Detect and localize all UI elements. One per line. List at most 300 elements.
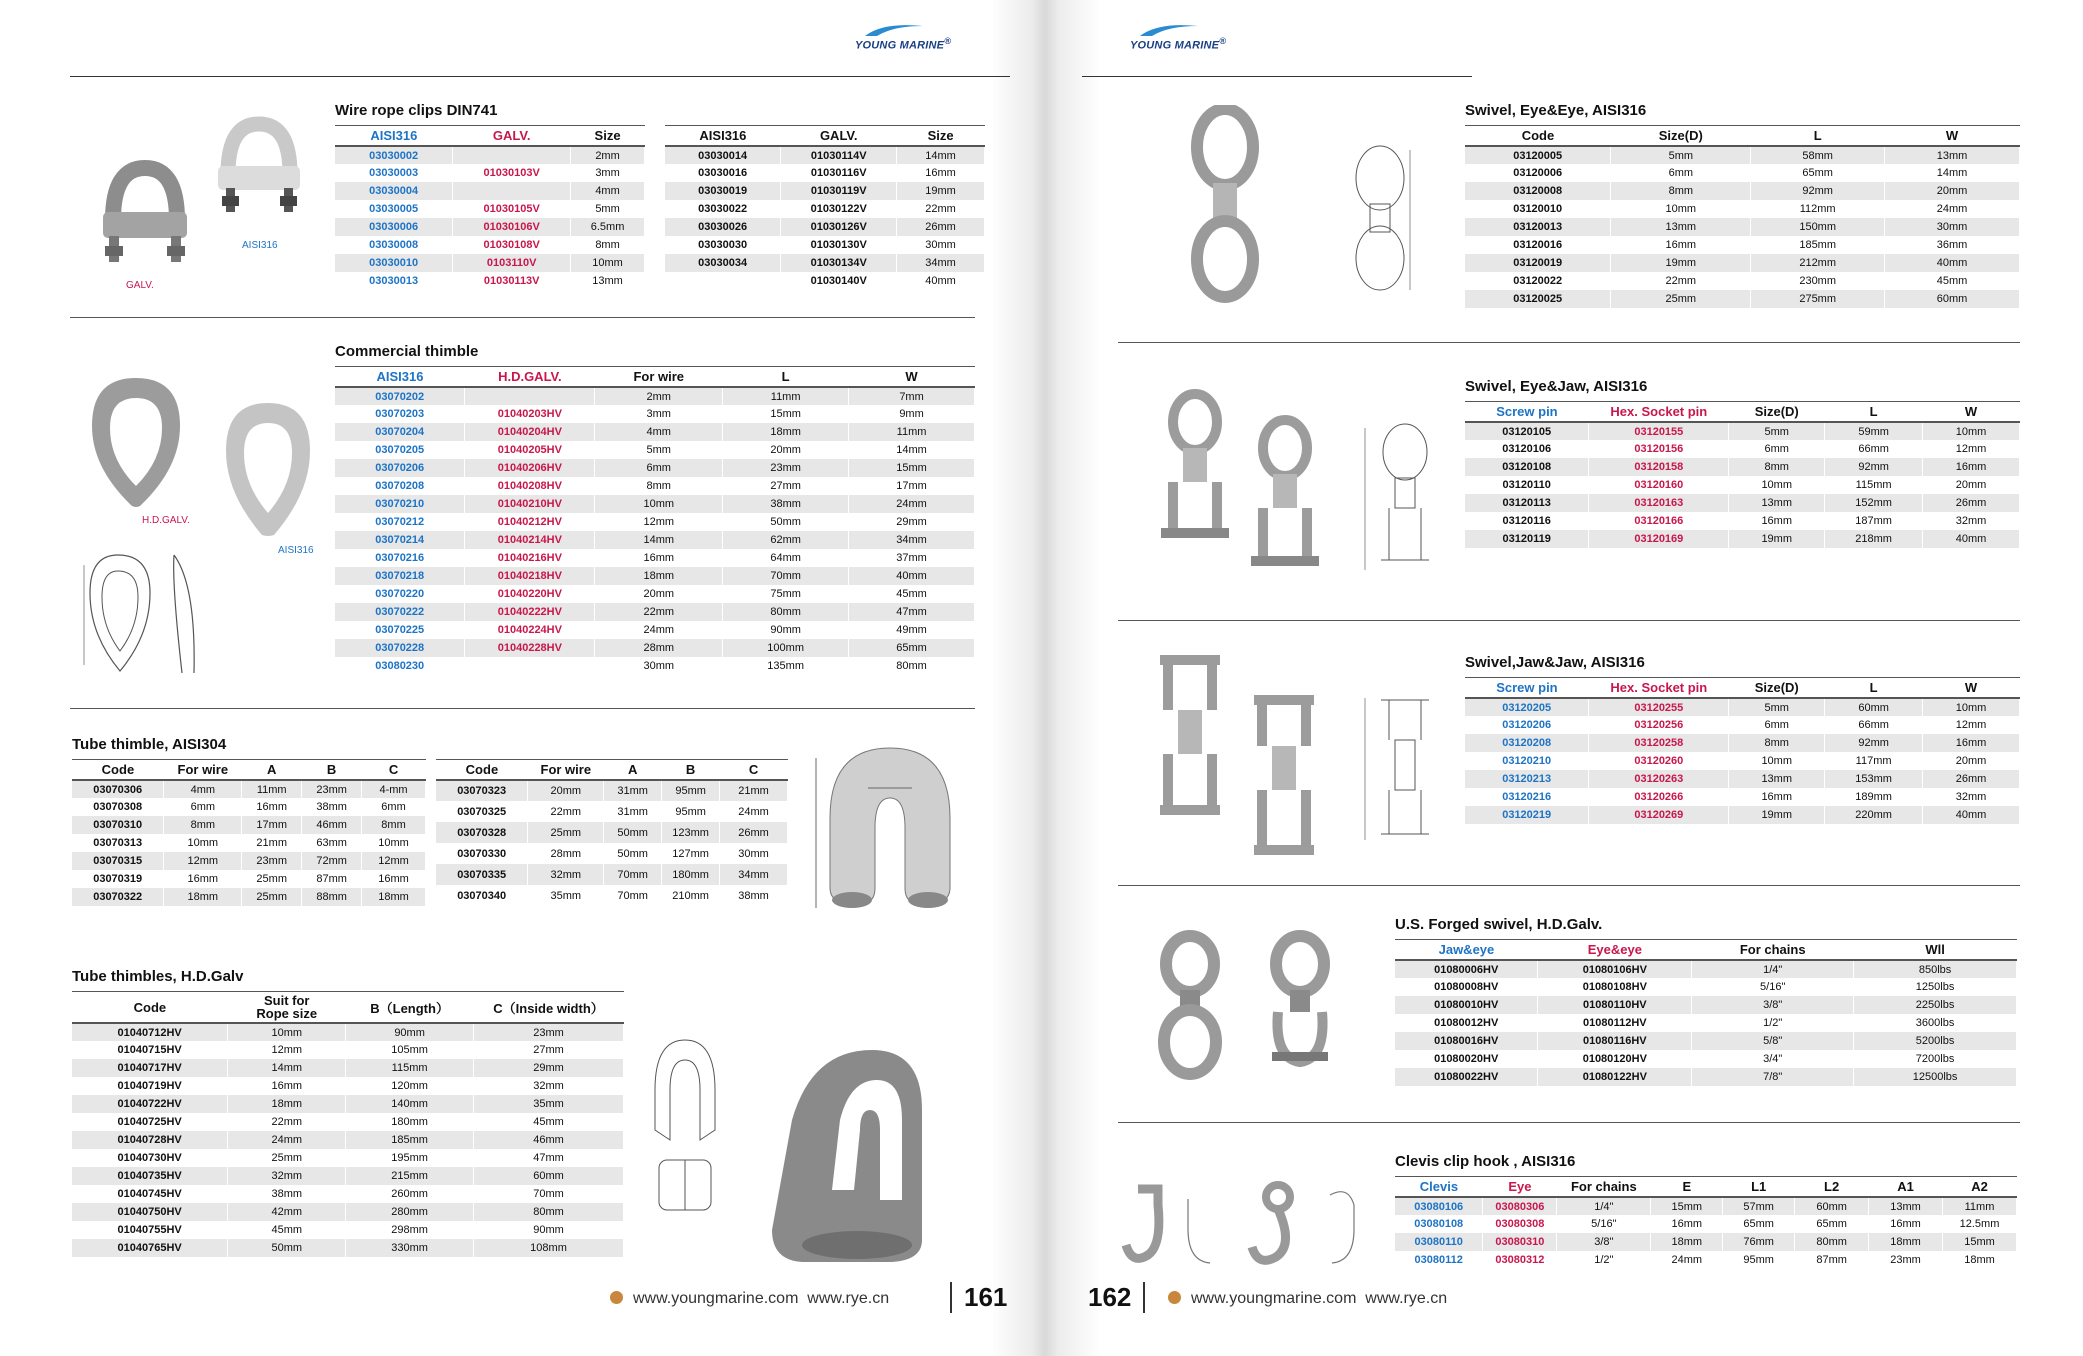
table-row: [72, 852, 426, 870]
col-header: C（Inside width）: [474, 992, 624, 1024]
table-cell: 28mm: [595, 639, 723, 657]
table-cell: 185mm: [346, 1131, 474, 1149]
globe-icon: [610, 1291, 623, 1304]
table-cell: 1/4": [1692, 960, 1854, 978]
table-cell: 03120156: [1589, 440, 1729, 458]
table-row: [335, 477, 975, 495]
table-cell: 10mm: [228, 1023, 346, 1041]
table-cell: 03120208: [1465, 734, 1589, 752]
table-cell: 03120213: [1465, 770, 1589, 788]
table-cell: 49mm: [849, 621, 975, 639]
table-cell: 24mm: [720, 801, 788, 822]
table-cell: 38mm: [302, 798, 362, 816]
table-cell: 03070214: [335, 531, 465, 549]
col-header: W: [1923, 678, 2020, 699]
table-cell: 19mm: [1729, 806, 1825, 824]
tube-thimble-304-table-left: [72, 759, 426, 906]
table-cell: 16mm: [1869, 1215, 1943, 1233]
table-cell: 45mm: [1885, 272, 2020, 290]
table-cell: 65mm: [1751, 164, 1885, 182]
table-cell: 12mm: [1923, 440, 2020, 458]
table-cell: 32mm: [1923, 512, 2020, 530]
table-cell: 10mm: [1729, 752, 1825, 770]
table-cell: 03080230: [335, 657, 465, 675]
col-header: B: [302, 760, 362, 781]
table-cell: 01030113V: [453, 272, 571, 290]
table-cell: 23mm: [474, 1023, 624, 1041]
col-header: L: [1825, 402, 1923, 423]
table-row: [335, 218, 645, 236]
table-row: [1395, 1068, 2017, 1086]
table-cell: 01040216HV: [465, 549, 595, 567]
table-cell: 01040715HV: [72, 1041, 228, 1059]
table-cell: 18mm: [1943, 1251, 2017, 1269]
table-cell: 87mm: [1795, 1251, 1869, 1269]
table-cell: 22mm: [897, 200, 985, 218]
table-row: [1395, 1014, 2017, 1032]
table-cell: 8mm: [571, 236, 645, 254]
table-cell: 26mm: [1923, 770, 2020, 788]
table-cell: 03120006: [1465, 164, 1611, 182]
tube-thimble-hd-table: [72, 991, 624, 1257]
table-cell: 189mm: [1825, 788, 1923, 806]
section-divider: [1118, 342, 2020, 343]
table-cell: 03070340: [436, 885, 528, 906]
table-cell: 01030140V: [781, 272, 897, 290]
table-cell: 03120160: [1589, 476, 1729, 494]
table-cell: 108mm: [474, 1239, 624, 1257]
col-header: A2: [1943, 1177, 2017, 1198]
table-cell: 15mm: [723, 405, 849, 423]
table-cell: 18mm: [723, 423, 849, 441]
table-cell: 26mm: [1923, 494, 2020, 512]
table-row: [72, 1077, 624, 1095]
table-cell: 03080106: [1395, 1197, 1483, 1215]
table-row: [335, 236, 645, 254]
table-cell: 01080022HV: [1395, 1068, 1538, 1086]
table-cell: 03120110: [1465, 476, 1589, 494]
table-cell: 01040208HV: [465, 477, 595, 495]
table-cell: 3mm: [571, 164, 645, 182]
table-cell: 22mm: [595, 603, 723, 621]
col-header: Screw pin: [1465, 678, 1589, 699]
table-cell: 21mm: [720, 780, 788, 801]
footer-url[interactable]: www.youngmarine.com www.rye.cn: [633, 1290, 890, 1307]
table-cell: 15mm: [1651, 1197, 1723, 1215]
table-cell: 03120169: [1589, 530, 1729, 548]
table-cell: 32mm: [228, 1167, 346, 1185]
table-cell: 03120255: [1589, 698, 1729, 716]
table-cell: 10mm: [1923, 698, 2020, 716]
table-row: [665, 146, 985, 164]
table-row: [335, 182, 645, 200]
table-row: [1465, 254, 2020, 272]
table-cell: 10mm: [362, 834, 426, 852]
table-cell: 35mm: [474, 1095, 624, 1113]
table-cell: 40mm: [849, 567, 975, 585]
table-row: [1465, 752, 2020, 770]
hd-galv-tube-thimble-image: [762, 1040, 932, 1270]
us-forged-swivel-title: U.S. Forged swivel, H.D.Galv.: [1395, 916, 1603, 933]
table-cell: 70mm: [474, 1185, 624, 1203]
table-cell: 03070218: [335, 567, 465, 585]
table-cell: 95mm: [1723, 1251, 1795, 1269]
table-cell: 03120022: [1465, 272, 1611, 290]
table-cell: 1250lbs: [1854, 978, 2017, 996]
commercial-thimble-drawing: [78, 545, 208, 680]
table-row: [335, 459, 975, 477]
table-cell: 63mm: [302, 834, 362, 852]
col-header: Eye&eye: [1538, 940, 1692, 961]
table-cell: 66mm: [1825, 716, 1923, 734]
table-row: [72, 798, 426, 816]
table-cell: 88mm: [302, 888, 362, 906]
table-cell: 50mm: [604, 843, 662, 864]
table-cell: 03120108: [1465, 458, 1589, 476]
table-cell: 03070225: [335, 621, 465, 639]
commercial-thimble-section: [335, 343, 975, 675]
col-header: GALV.: [781, 126, 897, 147]
table-cell: 25mm: [242, 870, 302, 888]
table-row: [1465, 698, 2020, 716]
table-cell: 03030013: [335, 272, 453, 290]
table-row: [1395, 1032, 2017, 1050]
table-cell: 16mm: [595, 549, 723, 567]
table-cell: [465, 657, 595, 675]
table-cell: 34mm: [897, 254, 985, 272]
table-cell: 01040712HV: [72, 1023, 228, 1041]
table-cell: 03080108: [1395, 1215, 1483, 1233]
table-cell: 03120106: [1465, 440, 1589, 458]
col-header: A: [604, 760, 662, 781]
table-cell: 62mm: [723, 531, 849, 549]
table-cell: 50mm: [604, 822, 662, 843]
table-cell: 03030002: [335, 146, 453, 164]
table-cell: 14mm: [1885, 164, 2020, 182]
table-cell: 03120258: [1589, 734, 1729, 752]
table-row: [72, 1239, 624, 1257]
table-cell: 5mm: [1729, 698, 1825, 716]
table-row: [72, 870, 426, 888]
table-cell: 01040212HV: [465, 513, 595, 531]
table-row: [72, 1023, 624, 1041]
table-cell: 153mm: [1825, 770, 1923, 788]
table-cell: 03120269: [1589, 806, 1729, 824]
table-cell: 22mm: [228, 1113, 346, 1131]
table-cell: 30mm: [1885, 218, 2020, 236]
col-header: Size(D): [1611, 126, 1751, 147]
table-cell: 03120163: [1589, 494, 1729, 512]
table-cell: 70mm: [604, 864, 662, 885]
table-cell: 47mm: [474, 1149, 624, 1167]
table-cell: 13mm: [1729, 770, 1825, 788]
table-row: [335, 254, 645, 272]
table-cell: 112mm: [1751, 200, 1885, 218]
table-cell: 01080116HV: [1538, 1032, 1692, 1050]
table-cell: 135mm: [723, 657, 849, 675]
table-cell: 150mm: [1751, 218, 1885, 236]
table-cell: 01040228HV: [465, 639, 595, 657]
table-cell: 185mm: [1751, 236, 1885, 254]
table-cell: 8mm: [1729, 458, 1825, 476]
table-cell: 59mm: [1825, 422, 1923, 440]
col-header: L2: [1795, 1177, 1869, 1198]
table-cell: 03070308: [72, 798, 164, 816]
table-cell: 105mm: [346, 1041, 474, 1059]
table-cell: 03070210: [335, 495, 465, 513]
table-cell: 03070330: [436, 843, 528, 864]
table-cell: 03070202: [335, 387, 465, 405]
table-cell: 01030134V: [781, 254, 897, 272]
col-header: Suit for Rope size: [228, 992, 346, 1024]
table-cell: 03070328: [436, 822, 528, 843]
table-cell: 60mm: [1825, 698, 1923, 716]
hd-galv-caption: H.D.GALV.: [142, 515, 190, 526]
table-row: [436, 885, 788, 906]
table-row: [335, 639, 975, 657]
table-row: [1465, 458, 2020, 476]
table-cell: 03120260: [1589, 752, 1729, 770]
table-cell: 140mm: [346, 1095, 474, 1113]
wire-rope-clips-title: Wire rope clips DIN741: [335, 102, 498, 119]
table-row: [335, 531, 975, 549]
col-header: B（Length）: [346, 992, 474, 1024]
table-cell: 03070208: [335, 477, 465, 495]
swivel-jaw-jaw-table: [1465, 677, 2020, 824]
table-row: [1465, 788, 2020, 806]
section-divider: [70, 317, 975, 318]
table-cell: 03120210: [1465, 752, 1589, 770]
table-row: [436, 801, 788, 822]
table-cell: 80mm: [723, 603, 849, 621]
table-row: [335, 272, 645, 290]
table-cell: 13mm: [1885, 146, 2020, 164]
table-cell: 6mm: [1611, 164, 1751, 182]
table-cell: 24mm: [1885, 200, 2020, 218]
col-header: For wire: [528, 760, 604, 781]
table-cell: 03030005: [335, 200, 453, 218]
table-cell: 75mm: [723, 585, 849, 603]
col-header: L: [1825, 678, 1923, 699]
table-cell: 35mm: [528, 885, 604, 906]
table-cell: 34mm: [720, 864, 788, 885]
table-cell: 76mm: [1723, 1233, 1795, 1251]
table-cell: 5/16": [1557, 1215, 1651, 1233]
table-cell: 195mm: [346, 1149, 474, 1167]
table-cell: 11mm: [1943, 1197, 2017, 1215]
swivel-eye-eye-section: [1465, 102, 2020, 308]
table-cell: 80mm: [849, 657, 975, 675]
col-header: B: [662, 760, 720, 781]
table-cell: 01040222HV: [465, 603, 595, 621]
col-header: Size: [571, 126, 645, 147]
table-cell: 90mm: [346, 1023, 474, 1041]
table-cell: 40mm: [1923, 530, 2020, 548]
table-cell: 45mm: [849, 585, 975, 603]
table-row: [665, 182, 985, 200]
table-cell: 5200lbs: [1854, 1032, 2017, 1050]
globe-icon: [1168, 1291, 1181, 1304]
table-cell: 01080106HV: [1538, 960, 1692, 978]
table-cell: 20mm: [1885, 182, 2020, 200]
table-cell: 6.5mm: [571, 218, 645, 236]
table-cell: 28mm: [528, 843, 604, 864]
table-cell: 03030026: [665, 218, 781, 236]
wire-rope-clips-table-right: [665, 125, 985, 290]
table-row: [1395, 960, 2017, 978]
table-cell: 6mm: [164, 798, 242, 816]
table-cell: 16mm: [1923, 458, 2020, 476]
table-cell: 27mm: [474, 1041, 624, 1059]
table-cell: 90mm: [474, 1221, 624, 1239]
clevis-clip-hook-image: [1118, 1175, 1388, 1275]
col-header: W: [849, 367, 975, 388]
table-row: [1465, 770, 2020, 788]
table-cell: 01080110HV: [1538, 996, 1692, 1014]
section-divider: [1118, 885, 2020, 886]
table-cell: 01040750HV: [72, 1203, 228, 1221]
table-cell: 01040717HV: [72, 1059, 228, 1077]
table-cell: 2250lbs: [1854, 996, 2017, 1014]
table-cell: 5/16": [1692, 978, 1854, 996]
col-header: AISI316: [665, 126, 781, 147]
table-row: [1465, 422, 2020, 440]
table-cell: 16mm: [1729, 512, 1825, 530]
footer-url[interactable]: www.youngmarine.com www.rye.cn: [1191, 1290, 1448, 1307]
table-cell: 01030105V: [453, 200, 571, 218]
table-row: [72, 1185, 624, 1203]
table-cell: 03080312: [1483, 1251, 1557, 1269]
commercial-thimble-table: [335, 366, 975, 675]
table-cell: 87mm: [302, 870, 362, 888]
col-header: Code: [72, 760, 164, 781]
table-cell: 16mm: [164, 870, 242, 888]
table-row: [1395, 996, 2017, 1014]
table-cell: 127mm: [662, 843, 720, 864]
table-row: [1465, 530, 2020, 548]
table-cell: 152mm: [1825, 494, 1923, 512]
table-cell: 15mm: [849, 459, 975, 477]
table-cell: 850lbs: [1854, 960, 2017, 978]
table-cell: 03120013: [1465, 218, 1611, 236]
table-cell: [665, 272, 781, 290]
swivel-eye-jaw-table: [1465, 401, 2020, 548]
table-cell: 8mm: [362, 816, 426, 834]
table-cell: 215mm: [346, 1167, 474, 1185]
table-cell: 01040730HV: [72, 1149, 228, 1167]
col-header: GALV.: [453, 126, 571, 147]
table-cell: 210mm: [662, 885, 720, 906]
table-row: [335, 423, 975, 441]
table-row: [1465, 146, 2020, 164]
table-row: [1465, 236, 2020, 254]
table-cell: 25mm: [242, 888, 302, 906]
table-cell: 01080010HV: [1395, 996, 1538, 1014]
table-cell: 03080310: [1483, 1233, 1557, 1251]
table-cell: 8mm: [1611, 182, 1751, 200]
table-cell: 01040220HV: [465, 585, 595, 603]
table-cell: 6mm: [595, 459, 723, 477]
table-cell: 46mm: [474, 1131, 624, 1149]
table-row: [335, 513, 975, 531]
table-row: [1395, 1215, 2017, 1233]
table-cell: 01080108HV: [1538, 978, 1692, 996]
table-cell: 10mm: [1611, 200, 1751, 218]
table-row: [1395, 1251, 2017, 1269]
swivel-eye-jaw-image: [1145, 388, 1340, 588]
table-cell: 31mm: [604, 801, 662, 822]
table-row: [436, 822, 788, 843]
swivel-eye-eye-table: [1465, 125, 2020, 308]
table-cell: 29mm: [849, 513, 975, 531]
table-cell: 03030006: [335, 218, 453, 236]
table-cell: 14mm: [849, 441, 975, 459]
table-cell: 260mm: [346, 1185, 474, 1203]
table-cell: 12500lbs: [1854, 1068, 2017, 1086]
table-cell: 01040765HV: [72, 1239, 228, 1257]
table-cell: 01040735HV: [72, 1167, 228, 1185]
table-cell: 25mm: [228, 1149, 346, 1167]
table-cell: 80mm: [474, 1203, 624, 1221]
header-rule-right: [1082, 76, 1472, 77]
table-cell: 03070216: [335, 549, 465, 567]
tube-thimble-304-section: [72, 736, 788, 906]
table-cell: 13mm: [1729, 494, 1825, 512]
tube-thimble-304-table-right: [436, 759, 788, 906]
table-cell: 26mm: [897, 218, 985, 236]
table-cell: 23mm: [302, 780, 362, 798]
table-cell: [453, 182, 571, 200]
table-cell: 37mm: [849, 549, 975, 567]
table-cell: 01040745HV: [72, 1185, 228, 1203]
table-cell: 03120206: [1465, 716, 1589, 734]
table-cell: 25mm: [1611, 290, 1751, 308]
table-row: [72, 834, 426, 852]
hd-galv-thimble-image: [80, 368, 192, 516]
table-row: [335, 567, 975, 585]
table-cell: 5mm: [1611, 146, 1751, 164]
table-cell: 80mm: [1795, 1233, 1869, 1251]
table-cell: 14mm: [228, 1059, 346, 1077]
table-row: [72, 1041, 624, 1059]
table-cell: 65mm: [849, 639, 975, 657]
table-cell: 03070204: [335, 423, 465, 441]
swivel-jaw-jaw-drawing: [1355, 690, 1455, 850]
table-cell: 13mm: [1869, 1197, 1943, 1215]
table-row: [72, 888, 426, 906]
table-cell: 24mm: [849, 495, 975, 513]
table-cell: 7200lbs: [1854, 1050, 2017, 1068]
col-header: L: [1751, 126, 1885, 147]
table-row: [665, 164, 985, 182]
table-row: [335, 441, 975, 459]
table-cell: 50mm: [228, 1239, 346, 1257]
table-cell: 22mm: [1611, 272, 1751, 290]
table-row: [72, 1113, 624, 1131]
table-cell: 47mm: [849, 603, 975, 621]
swivel-eye-eye-drawing: [1340, 140, 1420, 300]
col-header: Size: [897, 126, 985, 147]
table-cell: 01040210HV: [465, 495, 595, 513]
table-cell: 03030010: [335, 254, 453, 272]
table-cell: 30mm: [595, 657, 723, 675]
table-cell: 01080016HV: [1395, 1032, 1538, 1050]
table-cell: 16mm: [1611, 236, 1751, 254]
table-cell: 03070203: [335, 405, 465, 423]
table-cell: 03120025: [1465, 290, 1611, 308]
table-row: [335, 657, 975, 675]
table-row: [335, 164, 645, 182]
